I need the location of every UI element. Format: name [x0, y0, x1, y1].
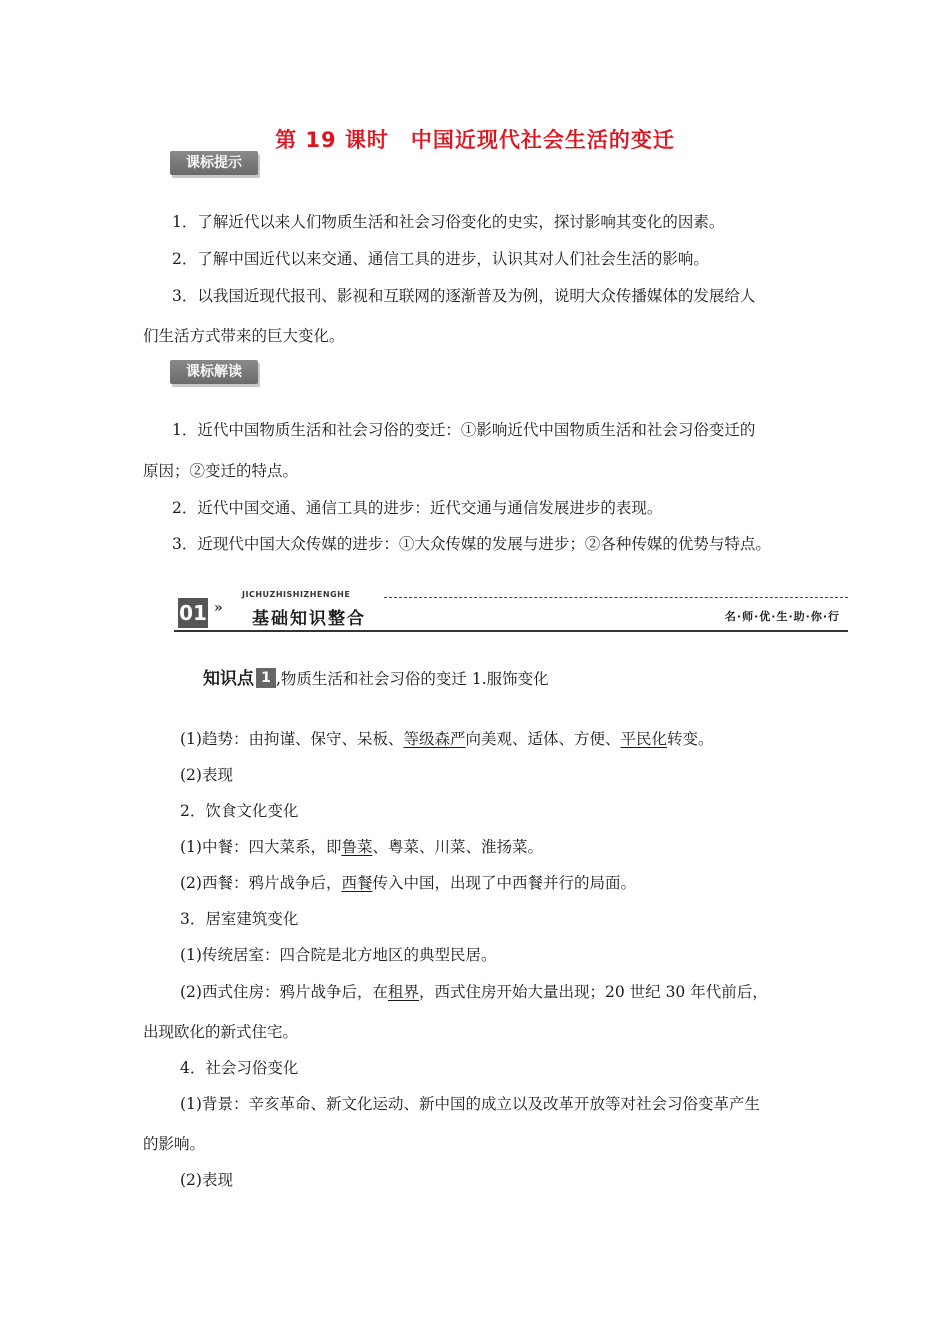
item-line-4: (1)中餐：四大菜系，即鲁菜、粤菜、川菜、淮扬菜。: [180, 838, 543, 856]
read-line-2: 原因；②变迁的特点。: [143, 462, 299, 480]
hint-line-1: 1．了解近代以来人们物质生活和社会习俗变化的史实，探讨影响其变化的因素。: [172, 213, 725, 231]
item-line-13: (2)表现: [180, 1171, 233, 1189]
section-tag-hints: 课标提示: [170, 151, 258, 175]
item-line-2: (2)表现: [180, 766, 233, 784]
banner-dash-line: [384, 597, 848, 598]
item-line-7: (1)传统居室：四合院是北方地区的典型民居。: [180, 946, 497, 964]
read-line-3: 2．近代中国交通、通信工具的进步：近代交通与通信发展进步的表现。: [172, 499, 663, 517]
item-line-3: 2．饮食文化变化: [180, 802, 299, 820]
read-line-1: 1．近代中国物质生活和社会习俗的变迁：①影响近代中国物质生活和社会习俗变迁的: [172, 421, 756, 439]
knowledge-point-heading: [203, 664, 549, 689]
hint-line-4: 们生活方式带来的巨大变化。: [143, 327, 345, 345]
knowledge-point-text: ,物质生活和社会习俗的变迁 1.服饰变化: [276, 670, 549, 688]
banner-pinyin: JICHUZHISHIZHENGHE: [242, 590, 351, 599]
answer-blank: 平民化: [620, 730, 668, 748]
banner-slogan: 名·师·优·生·助·你·行: [724, 610, 840, 623]
section-tag-reading: 课标解读: [170, 360, 258, 384]
hint-line-3: 3．以我国近现代报刊、影视和互联网的逐渐普及为例，说明大众传播媒体的发展给人: [172, 287, 756, 305]
banner-arrow-icon: »: [214, 600, 223, 616]
item-line-5: (2)西餐：鸦片战争后，西餐传入中国，出现了中西餐并行的局面。: [180, 874, 636, 892]
answer-blank: 西餐: [341, 874, 373, 892]
page-title: 第 19 课时 中国近现代社会生活的变迁: [275, 128, 675, 152]
answer-blank: 鲁菜: [341, 838, 373, 856]
item-line-6: 3．居室建筑变化: [180, 910, 299, 928]
banner-rule: [174, 630, 848, 632]
item-line-11: (1)背景：辛亥革命、新文化运动、新中国的成立以及改革开放等对社会习俗变革产生: [180, 1095, 760, 1113]
banner-title: 基础知识整合: [252, 609, 366, 629]
banner-number: 01: [178, 598, 208, 628]
hint-line-2: 2．了解中国近代以来交通、通信工具的进步，认识其对人们社会生活的影响。: [172, 250, 709, 268]
answer-blank: 等级森严: [403, 730, 466, 748]
item-line-9: 出现欧化的新式住宅。: [143, 1023, 299, 1041]
read-line-4: 3．近现代中国大众传媒的进步：①大众传媒的发展与进步；②各种传媒的优势与特点。: [172, 535, 771, 553]
item-line-1: (1)趋势：由拘谨、保守、呆板、等级森严向美观、适体、方便、平民化转变。: [180, 730, 714, 748]
answer-blank: 租界: [387, 983, 419, 1001]
knowledge-point-label: 知识点: [203, 669, 254, 689]
knowledge-point-number: 1: [256, 668, 276, 688]
item-line-10: 4．社会习俗变化: [180, 1059, 299, 1077]
item-line-12: 的影响。: [143, 1135, 206, 1153]
section-banner: [174, 588, 848, 634]
item-line-8: (2)西式住房：鸦片战争后，在租界，西式住房开始大量出现；20 世纪 30 年代前后，: [180, 983, 768, 1001]
